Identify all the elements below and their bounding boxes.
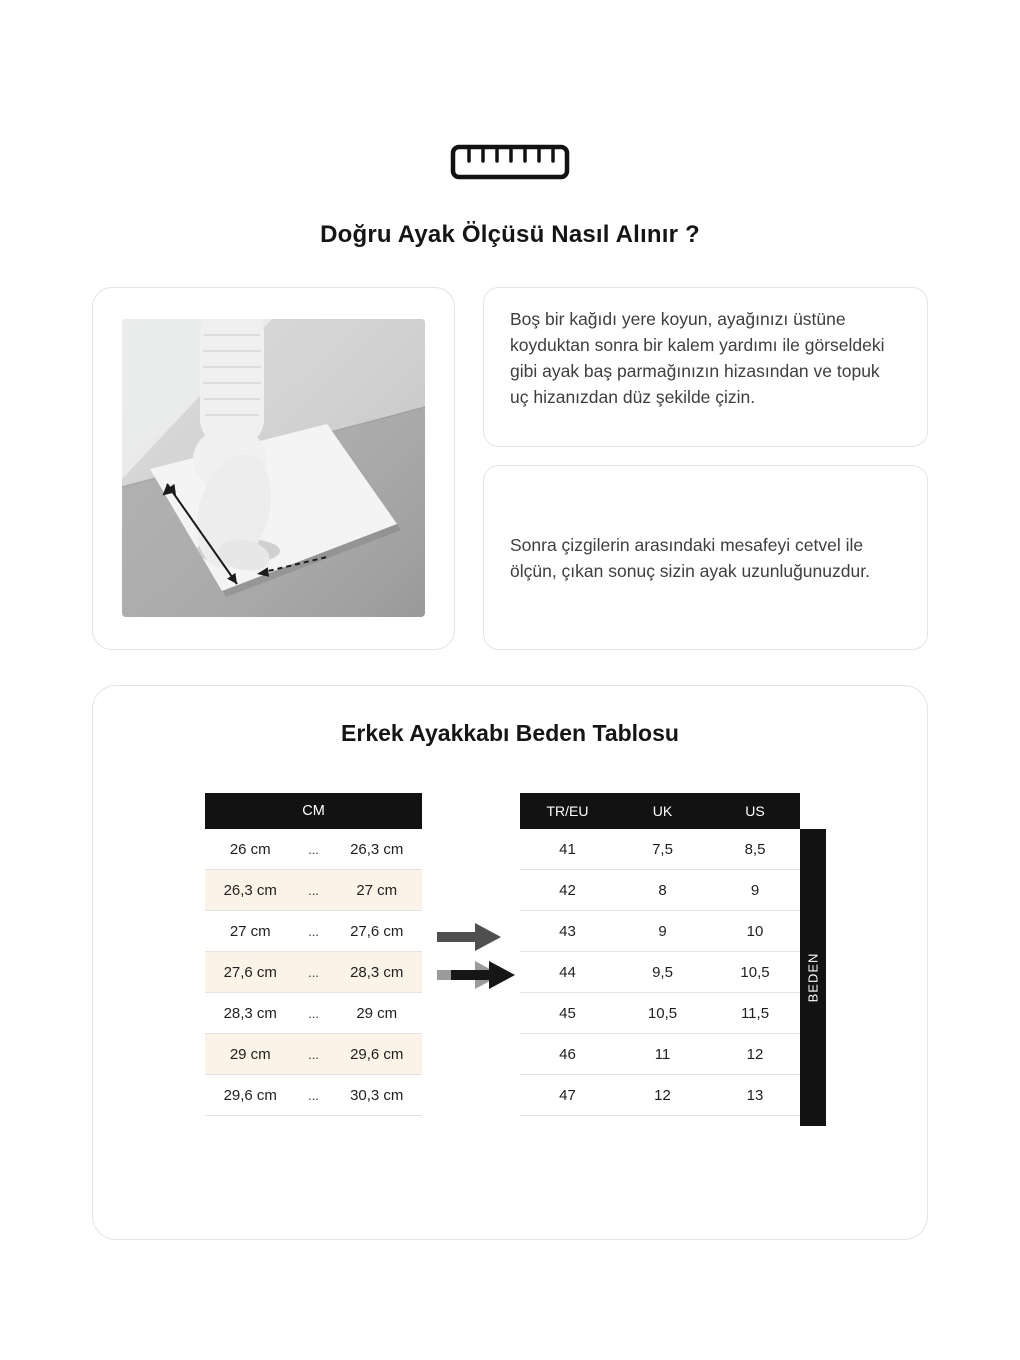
header-us: US (745, 803, 765, 819)
range-separator: ... (308, 841, 319, 857)
us-size: 12 (746, 1045, 764, 1063)
table-row (205, 993, 422, 1034)
cm-from: 26,3 cm (223, 881, 277, 899)
beden-side-label-bar (800, 829, 826, 1126)
cm-to: 29,6 cm (350, 1045, 404, 1063)
tr-eu-size: 46 (559, 1045, 576, 1063)
uk-size: 10,5 (647, 1004, 678, 1022)
table-row (520, 993, 800, 1034)
table-row (205, 952, 422, 993)
cm-from: 26 cm (229, 840, 271, 858)
tr-eu-size: 47 (559, 1086, 576, 1104)
header-uk: UK (652, 803, 673, 819)
table-row (520, 870, 800, 911)
instruction-card-draw-lines (483, 287, 928, 447)
tr-eu-size: 43 (559, 922, 576, 940)
header-tr-eu: TR/EU (546, 803, 589, 819)
range-separator: ... (308, 1046, 319, 1062)
cm-to: 27,6 cm (350, 922, 404, 940)
tr-eu-size: 45 (559, 1004, 576, 1022)
table-row (520, 1075, 800, 1116)
us-size: 10,5 (740, 963, 770, 981)
us-size: 11,5 (740, 1004, 770, 1022)
cm-to: 28,3 cm (350, 963, 404, 981)
us-size: 8,5 (744, 840, 766, 858)
uk-size: 8 (658, 881, 667, 899)
table-row (205, 1075, 422, 1116)
us-size: 9 (750, 881, 760, 899)
size-conversion-table (520, 793, 800, 1116)
table-row (520, 1034, 800, 1075)
us-size: 10 (746, 922, 764, 940)
tr-eu-size: 44 (559, 963, 576, 981)
tr-eu-size: 42 (559, 881, 576, 899)
cm-range-table (205, 793, 422, 1116)
table-row (205, 829, 422, 870)
instruction-step-1-text: Boş bir kağıdı yere koyun, ayağınızı üstüne koyduktan sonra bir kalem yardımı ile görseldeki gibi ayak baş parmağınızın hizasından ve topuk uç hizanızdan düz şekilde çizin. (510, 309, 885, 407)
table-row (520, 911, 800, 952)
uk-size: 12 (654, 1086, 671, 1104)
cm-to: 26,3 cm (350, 840, 404, 858)
beden-label: BEDEN (805, 952, 821, 1003)
uk-size: 9 (658, 922, 667, 940)
instruction-card-measure (483, 465, 928, 650)
range-separator: ... (308, 923, 319, 939)
table-row (205, 870, 422, 911)
tr-eu-size: 41 (559, 840, 576, 858)
table-row (520, 829, 800, 870)
range-separator: ... (308, 1005, 319, 1021)
cm-from: 29,6 cm (223, 1086, 277, 1104)
cm-from: 27 cm (229, 922, 271, 940)
size-table-header (520, 793, 800, 829)
conversion-arrows-icon (437, 921, 517, 998)
page-title: Doğru Ayak Ölçüsü Nasıl Alınır ? (320, 221, 700, 248)
table-row (205, 911, 422, 952)
uk-size: 7,5 (652, 840, 673, 858)
instruction-step-2-text: Sonra çizgilerin arasındaki mesafeyi cetvel ile ölçün, çıkan sonuç sizin ayak uzunluğunuzdur. (510, 534, 870, 581)
cm-to: 27 cm (356, 881, 398, 899)
cm-from: 29 cm (229, 1045, 271, 1063)
uk-size: 11 (654, 1045, 671, 1063)
foot-measurement-photo (122, 319, 425, 617)
range-separator: ... (308, 882, 319, 898)
size-chart-title: Erkek Ayakkabı Beden Tablosu (341, 720, 679, 746)
us-size: 13 (746, 1086, 764, 1104)
range-separator: ... (308, 964, 319, 980)
cm-from: 27,6 cm (223, 963, 277, 981)
uk-size: 9,5 (652, 963, 673, 981)
cm-to: 30,3 cm (350, 1086, 404, 1104)
range-separator: ... (308, 1087, 319, 1103)
measurement-photo-card (92, 287, 455, 650)
cm-from: 28,3 cm (223, 1004, 277, 1022)
cm-table-header: CM (205, 793, 422, 829)
table-row (205, 1034, 422, 1075)
cm-to: 29 cm (356, 1004, 398, 1022)
table-row (520, 952, 800, 993)
ruler-icon (450, 142, 570, 187)
